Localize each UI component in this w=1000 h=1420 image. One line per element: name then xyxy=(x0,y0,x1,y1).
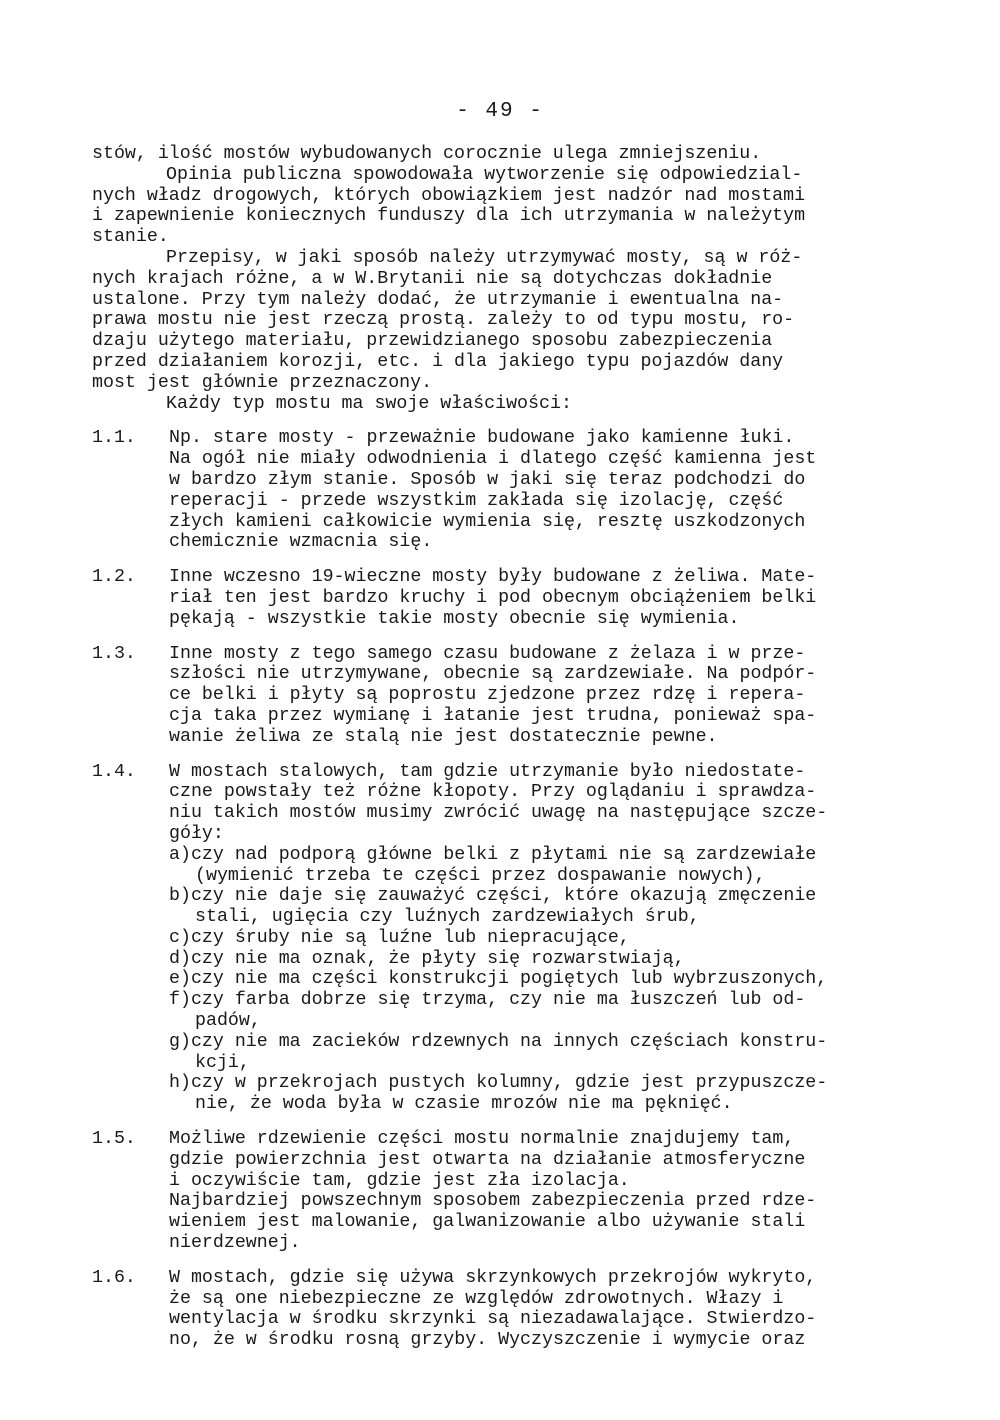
item-body xyxy=(169,428,912,553)
text-line: Np. stare mosty - przeważnie budowane jako kamienne łuki. xyxy=(169,428,795,449)
text-line: W mostach, gdzie się używa skrzynkowych przekrojów wykryto, xyxy=(169,1267,817,1288)
item-number: 1.5. xyxy=(92,1129,136,1150)
text-line: i zapewnienie koniecznych funduszy dla ich utrzymania w należytym xyxy=(92,206,806,227)
sub-item xyxy=(169,845,912,887)
list-item xyxy=(92,644,912,748)
text-line: i oczywiście tam, gdzie jest zła izolacja. xyxy=(169,1170,630,1191)
item-number: 1.3. xyxy=(92,643,136,664)
text-line: szłości nie utrzymywane, obecnie są zardzewiałe. Na podpór- xyxy=(169,664,817,685)
text-line: reperacji - przede wszystkim zakłada się izolację, część xyxy=(169,490,784,511)
text-line: ustalone. Przy tym należy dodać, że utrzymanie i ewentualna na- xyxy=(92,289,784,310)
item-body xyxy=(169,1129,912,1254)
sub-item xyxy=(169,990,912,1032)
text-line: nie, że woda była w czasie mrozów nie ma pęknięć. xyxy=(195,1094,733,1115)
text-line: nych władz drogowych, których obowiązkiem jest nadzór nad mostami xyxy=(92,185,806,206)
text-line: Inne mosty z tego samego czasu budowane z żelaza i w prze- xyxy=(169,643,806,664)
text-line: Możliwe rdzewienie części mostu normalnie znajdujemy tam, xyxy=(169,1129,795,1150)
text-line: chemicznie wzmacnia się. xyxy=(169,532,433,553)
item-body xyxy=(169,762,912,1116)
text-line: Każdy typ mostu ma swoje właściwości: xyxy=(166,393,572,414)
text-line: stali, ugięcia czy luźnych zardzewiałych śrub, xyxy=(195,907,700,928)
item-number: 1.6. xyxy=(92,1267,136,1288)
text-line: gdzie powierzchnia jest otwarta na działanie atmosferyczne xyxy=(169,1149,806,1170)
text-line: Opinia publiczna spowodowała wytworzenie się odpowiedzial- xyxy=(166,164,803,185)
intro-paragraphs xyxy=(92,144,912,414)
text-line: (wymienić trzeba te części przez dospawanie nowych), xyxy=(195,865,766,886)
sub-item xyxy=(169,949,912,970)
text-line: e)czy nie ma części konstrukcji pogiętych lub wybrzuszonych, xyxy=(169,969,828,990)
text-line: cja taka przez wymianę i łatanie jest trudna, ponieważ spa- xyxy=(169,705,817,726)
sub-item xyxy=(169,969,912,990)
item-body xyxy=(169,644,912,748)
item-gap xyxy=(92,1115,912,1129)
item-gap xyxy=(92,630,912,644)
text-line: riał ten jest bardzo kruchy i pod obecnym obciążeniem belki xyxy=(169,587,817,608)
text-line: że są one niebezpieczne ze względów zdrowotnych. Włazy i xyxy=(169,1288,784,1309)
text-line: góły: xyxy=(169,823,224,844)
sub-item xyxy=(169,1032,912,1074)
item-body xyxy=(169,567,912,629)
text-line: g)czy nie ma zacieków rdzewnych na innych częściach konstru- xyxy=(169,1031,828,1052)
text-line: W mostach stalowych, tam gdzie utrzymanie było niedostate- xyxy=(169,761,806,782)
text-line: stów, ilość mostów wybudowanych corocznie ulega zmniejszeniu. xyxy=(92,144,762,164)
item-gap xyxy=(92,553,912,567)
list-item xyxy=(92,1268,912,1351)
numbered-list xyxy=(92,414,912,1351)
text-line: nych krajach różne, a w W.Brytanii nie są dotychczas dokładnie xyxy=(92,268,773,289)
text-line: przed działaniem korozji, etc. i dla jakiego typu pojazdów dany xyxy=(92,351,784,372)
item-body xyxy=(169,1268,912,1351)
list-item xyxy=(92,1129,912,1254)
text-line: wieniem jest malowanie, galwanizowanie albo używanie stali xyxy=(169,1212,806,1233)
sub-item xyxy=(169,1073,912,1115)
text-line: ce belki i płyty są poprostu zjedzone przez rdzę i repera- xyxy=(169,685,806,706)
text-line: padów, xyxy=(195,1011,261,1032)
text-line: Na ogół nie miały odwodnienia i dlatego część kamienna jest xyxy=(169,449,817,470)
text-line: czne powstały też różne kłopoty. Przy oglądaniu i sprawdza- xyxy=(169,782,817,803)
text-line: kcji, xyxy=(195,1052,250,1073)
text-line: no, że w środku rosną grzyby. Wyczyszczenie i wymycie oraz xyxy=(169,1330,806,1351)
text-line: prawa mostu nie jest rzeczą prostą. zależy to od typu mostu, ro- xyxy=(92,310,795,331)
text-line: a)czy nad podporą główne belki z płytami nie są zardzewiałe xyxy=(169,844,817,865)
sub-item xyxy=(169,886,912,928)
text-line: niu takich mostów musimy zwrócić uwagę na następujące szcze- xyxy=(169,803,828,824)
text-line: h)czy w przekrojach pustych kolumny, gdzie jest przypuszcze- xyxy=(169,1073,828,1094)
text-line: most jest głównie przeznaczony. xyxy=(92,372,433,393)
text-line: b)czy nie daje się zauważyć części, które okazują zmęczenie xyxy=(169,886,817,907)
text-line: dzaju użytego materiału, przewidzianego sposobu zabezpieczenia xyxy=(92,331,773,352)
sub-item xyxy=(169,928,912,949)
text-line: Przepisy, w jaki sposób należy utrzymywać mosty, są w róż- xyxy=(166,247,803,268)
text-line: pękają - wszystkie takie mosty obecnie się wymienia. xyxy=(169,608,740,629)
text-line: stanie. xyxy=(92,227,169,248)
text-line: f)czy farba dobrze się trzyma, czy nie ma łuszczeń lub od- xyxy=(169,990,806,1011)
text-line: c)czy śruby nie są luźne lub niepracujące, xyxy=(169,927,630,948)
item-gap xyxy=(92,414,912,428)
list-item xyxy=(92,428,912,553)
page-content xyxy=(92,144,912,1351)
item-gap xyxy=(92,1254,912,1268)
text-line: Najbardziej powszechnym sposobem zabezpieczenia przed rdze- xyxy=(169,1191,817,1212)
text-line: złych kamieni całkowicie wymienia się, resztę uszkodzonych xyxy=(169,511,806,532)
item-number: 1.2. xyxy=(92,567,136,588)
text-line: nierdzewnej. xyxy=(169,1233,301,1254)
page-number: - 49 - xyxy=(456,100,544,123)
text-line: d)czy nie ma oznak, że płyty się rozwarstwiają, xyxy=(169,948,685,969)
list-item xyxy=(92,762,912,1116)
list-item xyxy=(92,567,912,629)
item-number: 1.1. xyxy=(92,428,136,449)
item-number: 1.4. xyxy=(92,761,136,782)
item-gap xyxy=(92,748,912,762)
text-line: wanie żeliwa ze stalą nie jest dostatecznie pewne. xyxy=(169,726,718,747)
text-line: wentylacja w środku skrzynki są niezadawalające. Stwierdzo- xyxy=(169,1309,817,1330)
text-line: Inne wczesno 19-wieczne mosty były budowane z żeliwa. Mate- xyxy=(169,567,817,588)
text-line: w bardzo złym stanie. Sposób w jaki się teraz podchodzi do xyxy=(169,469,806,490)
